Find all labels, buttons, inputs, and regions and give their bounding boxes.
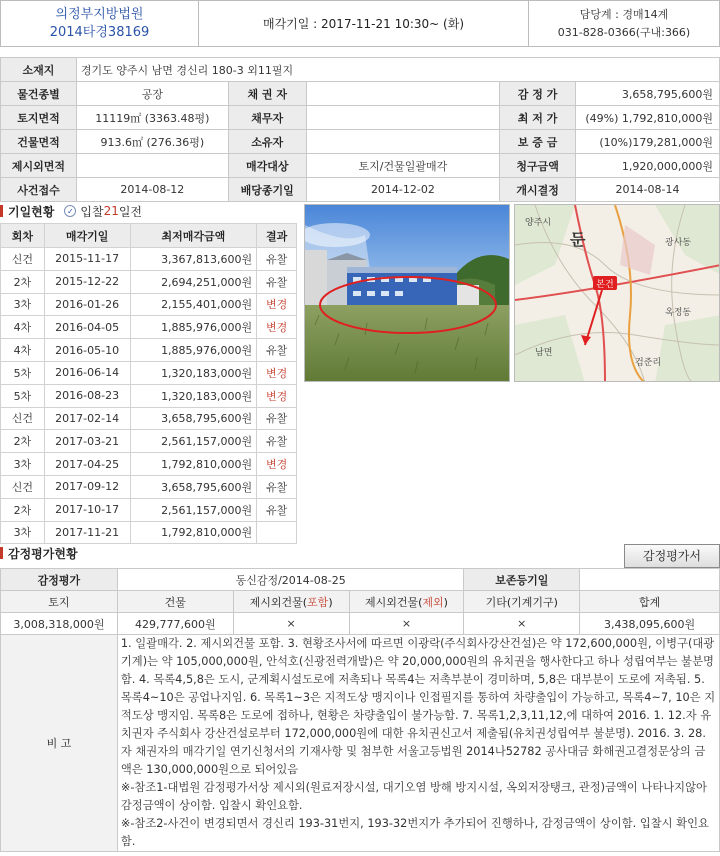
info-label: 매각대상 <box>228 154 306 178</box>
date-cell: 2016-04-05 <box>44 316 130 339</box>
info-row <box>1 154 720 178</box>
info-row <box>1 82 720 106</box>
col-header: 토지 <box>1 591 118 613</box>
result-cell: 변경 <box>257 316 297 339</box>
min-price-cell: 1,885,976,000원 <box>130 339 257 362</box>
map-label: 옥정동 <box>665 308 692 318</box>
history-row <box>1 316 297 339</box>
auction-history-table <box>0 223 297 544</box>
round-cell: 3차 <box>1 293 45 316</box>
extra-included-value: × <box>233 613 349 635</box>
info-value: 2014-08-12 <box>76 178 228 202</box>
address-label: 소재지 <box>1 58 77 82</box>
appraisal-heading <box>0 545 78 561</box>
case-header <box>0 0 720 47</box>
min-price-cell: 3,658,795,600원 <box>130 475 257 498</box>
date-cell: 2016-08-23 <box>44 384 130 407</box>
info-value <box>76 154 228 178</box>
history-heading <box>0 203 142 219</box>
history-row <box>1 407 297 430</box>
department: 담당계 : 경매14계 <box>579 7 669 21</box>
address-value: 경기도 양주시 남면 경신리 180-3 외11필지 <box>76 58 719 82</box>
appraised-price: 3,658,795,600원 <box>576 82 720 106</box>
col-header: 합계 <box>580 591 720 613</box>
history-row <box>1 361 297 384</box>
min-price-cell: 2,561,157,000원 <box>130 430 257 453</box>
remark-paragraph: 1. 일괄매각. 2. 제시외건물 포함. 3. 현황조사서에 따르면 이광락(주식회사강산건설)은 약 172,600,000원, 이병구(대광기계)는 약 105,000,000원, 안석호(신광전력개발)은 약 20,000,000원의 유치권을 행사한다고 하나 성립여부는 불분명함. 4. 목록4,5,8은 도시, 군계획시설도로에 저촉되나 목록4는 저촉부분이 경미하며, 5,8은 대부분이 도로에 저촉됨. 5. 목록4~10은 공업나지임. 6. 목록1~3은 지적도상 맹지이나 인접필지를 통하여 차량출입이 가능하고, 목록4~7, 10은 지적도상 맹지임. 목록8은 도로에 접하나, 현황은 차량출입이 불가능함. 7. 목록1,2,3,11,12,에 대하여 2016. 1. 12.자 유치권자 주식회사 강산건설로부터 172,000,000원에 대한 유치권신고서 제출됨(유치권성립여부 불분명). 2016. 3. 28.자 채권자의 매각기일 연기신청서의 기재사항 및 첨부한 서울고등법원 2014나52782 공사대금 화해권고결정문상의 금액은 130,000,000원으로 되어있음 <box>120 637 716 776</box>
check-circle-icon: ✓ <box>64 205 76 217</box>
info-label: 제시외면적 <box>1 154 77 178</box>
min-price-cell: 2,155,401,000원 <box>130 293 257 316</box>
history-row <box>1 270 297 293</box>
info-value: 2014-12-02 <box>306 178 499 202</box>
round-cell: 신건 <box>1 248 45 271</box>
history-row <box>1 293 297 316</box>
total-value: 3,438,095,600원 <box>580 613 720 635</box>
section-marker <box>0 205 3 217</box>
site-photo[interactable] <box>304 204 510 382</box>
history-row <box>1 430 297 453</box>
location-map-image <box>515 205 720 382</box>
info-row <box>1 178 720 202</box>
col-header: 건물 <box>117 591 233 613</box>
info-value: 913.6㎡ (276.36평) <box>76 130 228 154</box>
round-cell: 5차 <box>1 384 45 407</box>
min-price-cell: 3,367,813,600원 <box>130 248 257 271</box>
col-header: 매각기일 <box>44 224 130 248</box>
round-cell: 4차 <box>1 316 45 339</box>
sale-date: 매각기일 : 2017-11-21 10:30~ (화) <box>199 1 529 46</box>
info-value: 공장 <box>76 82 228 106</box>
remarks-label: 비 고 <box>1 635 118 852</box>
info-value: 2014-08-14 <box>576 178 720 202</box>
min-price-cell: 1,320,183,000원 <box>130 384 257 407</box>
info-label: 채무자 <box>228 106 306 130</box>
bid-prefix: 입찰 <box>80 204 104 219</box>
info-label: 건물면적 <box>1 130 77 154</box>
history-row <box>1 475 297 498</box>
result-cell: 유찰 <box>257 430 297 453</box>
round-cell: 2차 <box>1 498 45 521</box>
col-header: 회차 <box>1 224 45 248</box>
date-cell: 2017-02-14 <box>44 407 130 430</box>
deposit: (10%)179,281,000원 <box>576 130 720 154</box>
date-cell: 2016-06-14 <box>44 361 130 384</box>
round-cell: 4차 <box>1 339 45 362</box>
round-cell: 5차 <box>1 361 45 384</box>
site-photo-image <box>305 205 510 382</box>
info-label: 보 증 금 <box>500 130 576 154</box>
info-value <box>306 82 499 106</box>
col-header: 기타(기계기구) <box>464 591 580 613</box>
history-row <box>1 453 297 476</box>
min-price-cell: 3,658,795,600원 <box>130 407 257 430</box>
phone-number: 031-828-0366(구내:366) <box>557 25 691 39</box>
section-marker <box>0 547 3 559</box>
date-cell: 2015-12-22 <box>44 270 130 293</box>
map-label: 광사동 <box>665 238 692 248</box>
court-name: 의정부지방법원 <box>55 6 144 22</box>
location-map[interactable] <box>514 204 720 382</box>
col-header: 최저매각금액 <box>130 224 257 248</box>
result-cell: 유찰 <box>257 475 297 498</box>
info-value: 11119㎡ (3363.48평) <box>76 106 228 130</box>
round-cell: 3차 <box>1 521 45 544</box>
date-cell: 2017-04-25 <box>44 453 130 476</box>
appraisal-agency-date: 동신감정/2014-08-25 <box>117 569 464 591</box>
info-value: 토지/건물일괄매각 <box>306 154 499 178</box>
land-value: 3,008,318,000원 <box>1 613 118 635</box>
col-header: 제시외건물(포함) <box>233 591 349 613</box>
map-label: 양주시 <box>525 218 552 228</box>
remarks-text <box>117 635 719 852</box>
result-cell: 유찰 <box>257 407 297 430</box>
appraisal-values-row <box>1 613 720 635</box>
remarks-row <box>1 635 720 852</box>
col-header: 결과 <box>257 224 297 248</box>
info-label: 배당종기일 <box>228 178 306 202</box>
date-cell: 2016-01-26 <box>44 293 130 316</box>
info-row <box>1 130 720 154</box>
appraisal-report-button[interactable]: 감정평가서 <box>624 544 720 568</box>
result-cell: 변경 <box>257 384 297 407</box>
min-price-cell: 2,694,251,000원 <box>130 270 257 293</box>
min-price-cell: 1,885,976,000원 <box>130 316 257 339</box>
appraisal-header-row <box>1 591 720 613</box>
minimum-price: (49%) 1,792,810,000원 <box>576 106 720 130</box>
appraisal-table <box>0 568 720 852</box>
property-info-table <box>0 57 720 202</box>
map-label: 둔 <box>570 230 586 249</box>
bid-suffix: 일전 <box>118 204 143 219</box>
history-row <box>1 339 297 362</box>
machinery-value: × <box>464 613 580 635</box>
info-value <box>306 130 499 154</box>
date-cell: 2017-09-12 <box>44 475 130 498</box>
result-cell: 유찰 <box>257 498 297 521</box>
date-cell: 2017-11-21 <box>44 521 130 544</box>
history-row <box>1 384 297 407</box>
result-cell: 유찰 <box>257 248 297 271</box>
info-label: 소유자 <box>228 130 306 154</box>
contact-block <box>529 1 719 46</box>
appraisal-label: 감정평가 <box>1 569 118 591</box>
date-cell: 2015-11-17 <box>44 248 130 271</box>
registry-value <box>580 569 720 591</box>
result-cell: 유찰 <box>257 270 297 293</box>
info-label: 개시결정 <box>500 178 576 202</box>
result-cell <box>257 521 297 544</box>
appraisal-title: 감정평가현황 <box>8 546 78 561</box>
extra-excluded-value: × <box>349 613 464 635</box>
round-cell: 신건 <box>1 407 45 430</box>
info-row <box>1 106 720 130</box>
round-cell: 2차 <box>1 270 45 293</box>
round-cell: 3차 <box>1 453 45 476</box>
appraisal-agency-row <box>1 569 720 591</box>
result-cell: 변경 <box>257 361 297 384</box>
building-value: 429,777,600원 <box>117 613 233 635</box>
history-row <box>1 521 297 544</box>
bid-days: 21 <box>103 204 119 218</box>
case-number: 2014타경38169 <box>49 24 150 40</box>
map-label: 검준리 <box>635 358 662 368</box>
claim-amount: 1,920,000,000원 <box>576 154 720 178</box>
address-row <box>1 58 720 82</box>
registry-label: 보존등기일 <box>464 569 580 591</box>
info-label: 최 저 가 <box>500 106 576 130</box>
remark-paragraph: ※-참조2-사건이 변경되면서 경신리 193-31번지, 193-32번지가 추가되어 진행하나, 감정금액이 상이함. 입찰시 확인요함. <box>120 817 709 848</box>
info-label: 청구금액 <box>500 154 576 178</box>
info-label: 토지면적 <box>1 106 77 130</box>
info-label: 감 정 가 <box>500 82 576 106</box>
info-label: 사건접수 <box>1 178 77 202</box>
history-title: 기일현황 <box>8 204 55 219</box>
map-label: 남면 <box>535 348 553 358</box>
remark-paragraph: ※-참조1-대법원 감정평가서상 제시외(원료저장시설, 대기오염 방해 방지시설, 옥외저장탱크, 관정)금액이 나타나지않아 감정금액이 상이함. 입찰시 확인요함. <box>120 781 707 812</box>
history-row <box>1 248 297 271</box>
history-header-row <box>1 224 297 248</box>
round-cell: 2차 <box>1 430 45 453</box>
map-marker-label: 본건 <box>596 280 614 290</box>
court-block <box>1 1 199 46</box>
min-price-cell: 2,561,157,000원 <box>130 498 257 521</box>
info-label: 물건종별 <box>1 82 77 106</box>
result-cell: 변경 <box>257 293 297 316</box>
info-value <box>306 106 499 130</box>
date-cell: 2016-05-10 <box>44 339 130 362</box>
date-cell: 2017-10-17 <box>44 498 130 521</box>
col-header: 제시외건물(제외) <box>349 591 464 613</box>
history-row <box>1 498 297 521</box>
min-price-cell: 1,792,810,000원 <box>130 521 257 544</box>
min-price-cell: 1,320,183,000원 <box>130 361 257 384</box>
round-cell: 신건 <box>1 475 45 498</box>
result-cell: 변경 <box>257 453 297 476</box>
result-cell: 유찰 <box>257 339 297 362</box>
date-cell: 2017-03-21 <box>44 430 130 453</box>
info-label: 채 권 자 <box>228 82 306 106</box>
min-price-cell: 1,792,810,000원 <box>130 453 257 476</box>
